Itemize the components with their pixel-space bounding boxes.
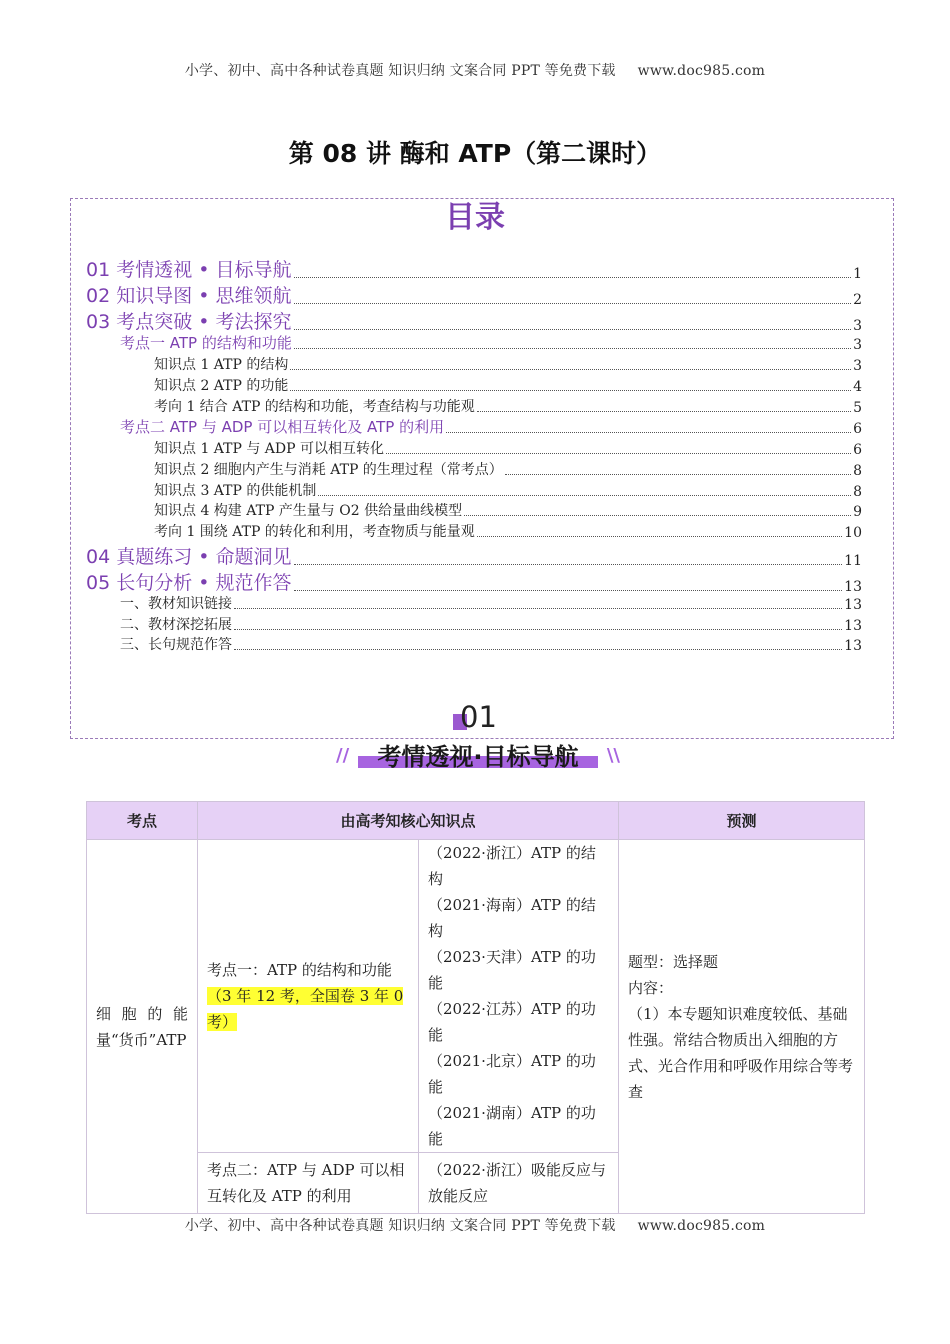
toc-item[interactable]: 03 考点突破 • 考法探究 3	[86, 311, 862, 334]
point2-years-cell	[419, 1153, 619, 1214]
toc-item[interactable]: 知识点 4 构建 ATP 产生量与 O2 供给量曲线模型 9	[154, 503, 862, 520]
page-footer	[0, 1215, 950, 1235]
toc-item[interactable]: 05 长句分析 • 规范作答 13	[86, 572, 862, 595]
point1-cell	[198, 840, 419, 1153]
topic-cell: 细胞的能量“货币”ATP	[87, 840, 198, 1214]
prediction-type: 题型：选择题	[628, 952, 719, 971]
toc-item[interactable]: 知识点 2 ATP 的功能 4	[154, 378, 862, 395]
toc-item[interactable]: 考点二 ATP 与 ADP 可以相互转化及 ATP 的利用 6	[120, 418, 862, 437]
toc-item[interactable]: 知识点 1 ATP 的结构 3	[154, 357, 862, 374]
point2-cell: 考点二：ATP 与 ADP 可以相互转化及 ATP 的利用	[198, 1153, 419, 1214]
prediction-cell	[619, 840, 865, 1214]
year-item: （2022·江苏）ATP 的功能	[428, 1000, 596, 1044]
toc-item[interactable]: 考点一 ATP 的结构和功能 3	[120, 334, 862, 353]
year-item: （2022·浙江）吸能反应与放能反应	[428, 1161, 606, 1205]
toc-item[interactable]: 知识点 2 细胞内产生与消耗 ATP 的生理过程（常考点） 8	[154, 462, 862, 479]
section-title: 考情透视·目标导航	[377, 743, 579, 771]
header-text: 小学、初中、高中各种试卷真题 知识归纳 文案合同 PPT 等免费下载	[184, 63, 616, 79]
toc-item[interactable]: 01 考情透视 • 目标导航 1	[86, 259, 862, 282]
prediction-content: （1）本专题知识难度较低、基础性强。常结合物质出入细胞的方式、光合作用和呼吸作用综合等考查	[628, 1004, 854, 1101]
header-knowledge: 由高考知核心知识点	[198, 802, 619, 840]
toc-item[interactable]: 知识点 1 ATP 与 ADP 可以相互转化 6	[154, 441, 862, 458]
header-prediction: 预测	[619, 802, 865, 840]
toc-item[interactable]: 二、教材深挖拓展 13	[120, 617, 862, 634]
page-title: 第 08 讲 酶和 ATP（第二课时）	[288, 139, 662, 168]
toc-item[interactable]: 考向 1 结合 ATP 的结构和功能，考查结构与功能观 5	[154, 399, 862, 416]
header-url: www.doc985.com	[637, 63, 766, 79]
year-item: （2021·湖南）ATP 的功能	[428, 1104, 596, 1148]
page-header	[0, 60, 950, 80]
footer-url: www.doc985.com	[637, 1218, 766, 1234]
banner-left-slash-icon: //	[336, 745, 350, 766]
banner-right-slash-icon: \\	[606, 745, 620, 766]
header-topic: 考点	[87, 802, 198, 840]
prediction-content-label: 内容：	[628, 978, 674, 997]
year-item: （2021·海南）ATP 的结构	[428, 896, 596, 940]
toc-item[interactable]: 三、长句规范作答 13	[120, 637, 862, 654]
table-row	[87, 840, 865, 1153]
point1-label: 考点一：ATP 的结构和功能	[207, 961, 392, 979]
year-item: （2022·浙江）ATP 的结构	[428, 844, 596, 888]
toc-item[interactable]: 02 知识导图 • 思维领航 2	[86, 285, 862, 308]
section-banner	[336, 737, 620, 771]
toc-item[interactable]: 一、教材知识链接 13	[120, 596, 862, 613]
table-header-row	[87, 802, 865, 840]
footer-text: 小学、初中、高中各种试卷真题 知识归纳 文案合同 PPT 等免费下载	[184, 1218, 616, 1234]
toc-item[interactable]: 考向 1 围绕 ATP 的转化和利用，考查物质与能量观 10	[154, 524, 862, 541]
point1-years-cell	[419, 840, 619, 1153]
toc-item[interactable]: 04 真题练习 • 命题洞见 11	[86, 546, 862, 569]
toc-heading: 目录	[445, 200, 505, 235]
section-number: 01	[460, 700, 497, 734]
toc-item[interactable]: 知识点 3 ATP 的供能机制 8	[154, 483, 862, 500]
year-item: （2021·北京）ATP 的功能	[428, 1052, 596, 1096]
exam-analysis-table	[86, 801, 865, 1214]
year-item: （2023·天津）ATP 的功能	[428, 948, 596, 992]
point1-highlight: （3 年 12 考，全国卷 3 年 0 考）	[207, 987, 404, 1031]
